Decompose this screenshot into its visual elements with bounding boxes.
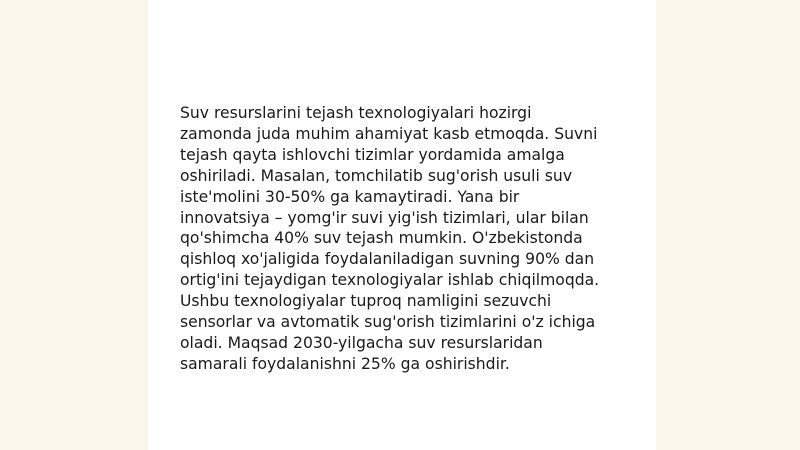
body-paragraph: Suv resurslarini tejash texnologiyalari hozirgi zamonda juda muhim ahamiyat kasb etmoqda. Suvni tejash qayta ishlovchi tizimlar yordamida amalga oshiriladi. Masalan, tomchilatib sug'orish usuli suv iste'molini 30-50% ga kamaytiradi. Yana bir innovatsiya – yomg'ir suvi yig'ish tizimlari, ular bilan qo'shimcha 40% suv tejash mumkin. O'zbekistonda qishloq xo'jaligida foydalaniladigan suvning 90% dan ortig'ini tejaydigan texnologiyalar ishlab chiqilmoqda. Ushbu texnologiyalar tuproq namligini sezuvchi sensorlar va avtomatik sug'orish tizimlarini o'z ichiga oladi. Maqsad 2030-yilgacha suv resurslaridan samarali foydalanishni 25% ga oshirishdir. [180, 104, 600, 373]
document-page [148, 0, 656, 450]
